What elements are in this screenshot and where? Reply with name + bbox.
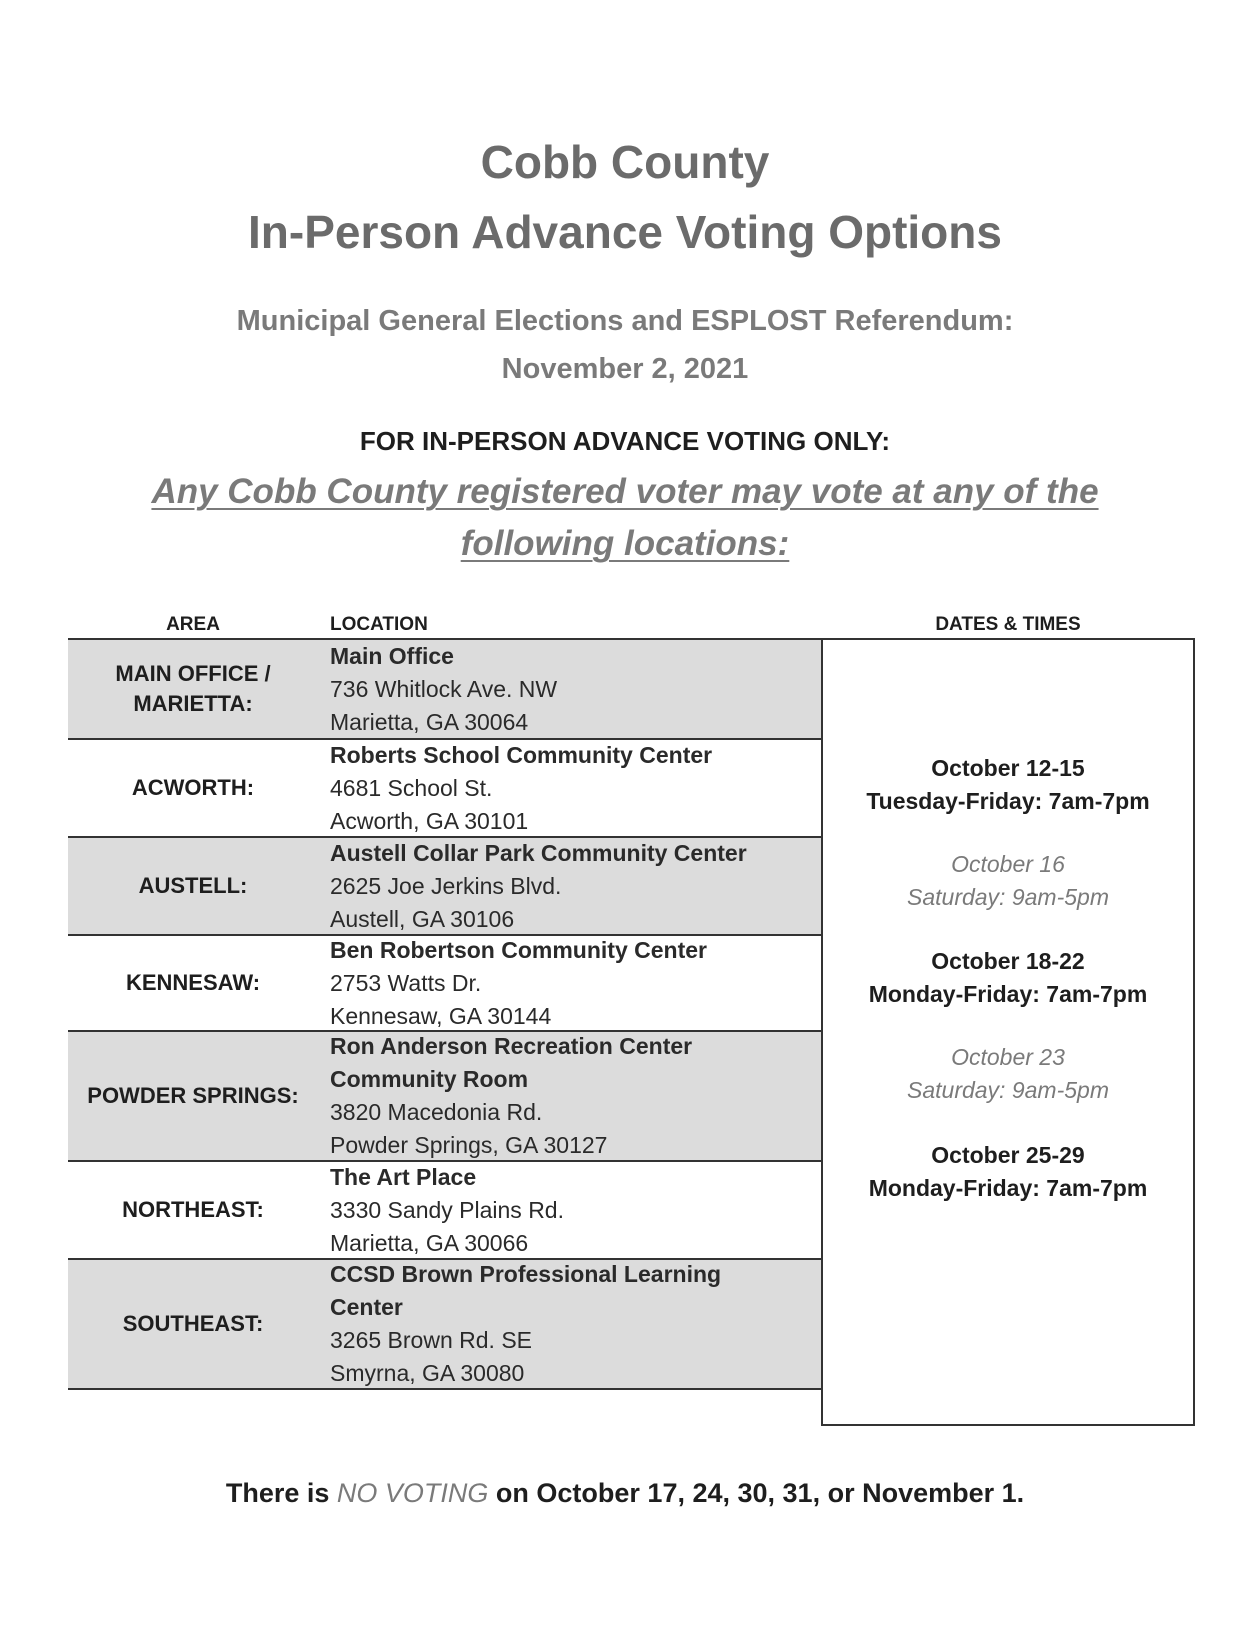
area-cell: POWDER SPRINGS:	[87, 1083, 299, 1108]
location-name: CCSD Brown Professional Learning	[330, 1261, 722, 1287]
area-cell: AUSTELL:	[138, 873, 248, 898]
location-cell	[318, 1030, 692, 1162]
location-address-line: 4681 School St.	[330, 774, 493, 801]
location-name: Center	[330, 1294, 403, 1320]
location-cell	[318, 640, 557, 739]
location-name: Austell Collar Park Community Center	[330, 839, 747, 866]
table-row	[68, 1032, 821, 1162]
table-row	[68, 640, 821, 740]
date-block	[823, 848, 1193, 914]
page-title-line2: In-Person Advance Voting Options	[248, 206, 1002, 258]
date-hours: Tuesday-Friday: 7am-7pm	[866, 788, 1150, 814]
location-address-line: Marietta, GA 30064	[330, 708, 529, 735]
location-address-line: Smyrna, GA 30080	[330, 1360, 525, 1386]
date-block	[823, 945, 1193, 1011]
location-address-line: 3330 Sandy Plains Rd.	[330, 1196, 564, 1223]
date-hours: Monday-Friday: 7am-7pm	[868, 981, 1148, 1007]
notice-text: Any Cobb County registered voter may vote at any of the following locations:	[151, 472, 1099, 563]
location-name: The Art Place	[330, 1163, 477, 1190]
area-cell: KENNESAW:	[125, 970, 261, 995]
date-range: October 12-15	[931, 755, 1085, 781]
location-address-line: 3820 Macedonia Rd.	[330, 1099, 543, 1125]
no-voting-notice	[0, 1476, 1250, 1510]
table-row	[68, 1260, 821, 1390]
location-name: Community Room	[330, 1066, 529, 1092]
date-block	[823, 752, 1193, 818]
location-rows	[68, 638, 821, 1390]
location-name: Ron Anderson Recreation Center	[330, 1033, 693, 1059]
location-address-line: Acworth, GA 30101	[330, 807, 529, 834]
area-cell: MAIN OFFICE / MARIETTA:	[115, 661, 271, 716]
column-header-dates: DATES & TIMES	[935, 614, 1081, 635]
column-header-area: AREA	[166, 614, 220, 635]
location-address-line: 3265 Brown Rd. SE	[330, 1327, 533, 1353]
date-hours: Saturday: 9am-5pm	[907, 1077, 1109, 1103]
page-title: Cobb County	[480, 136, 770, 188]
column-header-location: LOCATION	[330, 614, 428, 635]
notice-heading: FOR IN-PERSON ADVANCE VOTING ONLY:	[359, 426, 891, 456]
locations-table	[68, 638, 1195, 1426]
date-hours: Monday-Friday: 7am-7pm	[868, 1175, 1148, 1201]
date-range: October 25-29	[931, 1142, 1085, 1168]
location-address-line: Marietta, GA 30066	[330, 1229, 529, 1256]
location-cell	[318, 1258, 721, 1390]
date-hours: Saturday: 9am-5pm	[907, 884, 1109, 910]
election-date: November 2, 2021	[501, 353, 749, 385]
table-row	[68, 740, 821, 838]
date-block	[823, 1139, 1193, 1205]
date-range: October 23	[951, 1044, 1065, 1070]
date-range: October 16	[951, 851, 1065, 877]
location-name: Roberts School Community Center	[330, 741, 713, 768]
table-row	[68, 838, 821, 936]
location-address-line: Kennesaw, GA 30144	[330, 1002, 552, 1029]
location-cell	[318, 934, 707, 1033]
no-voting-prefix: There is	[225, 1478, 337, 1508]
area-cell: ACWORTH:	[131, 775, 255, 800]
location-address-line: Powder Springs, GA 30127	[330, 1132, 608, 1158]
location-address-line: 2625 Joe Jerkins Blvd.	[330, 872, 562, 899]
location-address-line: Austell, GA 30106	[330, 905, 515, 932]
location-cell	[318, 1161, 564, 1260]
table-row	[68, 1162, 821, 1260]
no-voting-emphasis: NO VOTING	[336, 1478, 489, 1508]
no-voting-suffix: on October 17, 24, 30, 31, or November 1.	[488, 1478, 1025, 1508]
dates-times-box	[821, 638, 1195, 1426]
area-cell: SOUTHEAST:	[122, 1311, 264, 1336]
location-name: Main Office	[330, 642, 454, 669]
location-address-line: 2753 Watts Dr.	[330, 969, 482, 996]
election-name: Municipal General Elections and ESPLOST Referendum:	[236, 305, 1014, 337]
location-cell	[318, 739, 712, 838]
date-block	[823, 1041, 1193, 1107]
location-name: Ben Robertson Community Center	[330, 936, 707, 963]
location-address-line: 736 Whitlock Ave. NW	[330, 675, 558, 702]
date-range: October 18-22	[931, 948, 1085, 974]
area-cell: NORTHEAST:	[122, 1197, 264, 1222]
location-cell	[318, 837, 747, 936]
table-row	[68, 936, 821, 1032]
